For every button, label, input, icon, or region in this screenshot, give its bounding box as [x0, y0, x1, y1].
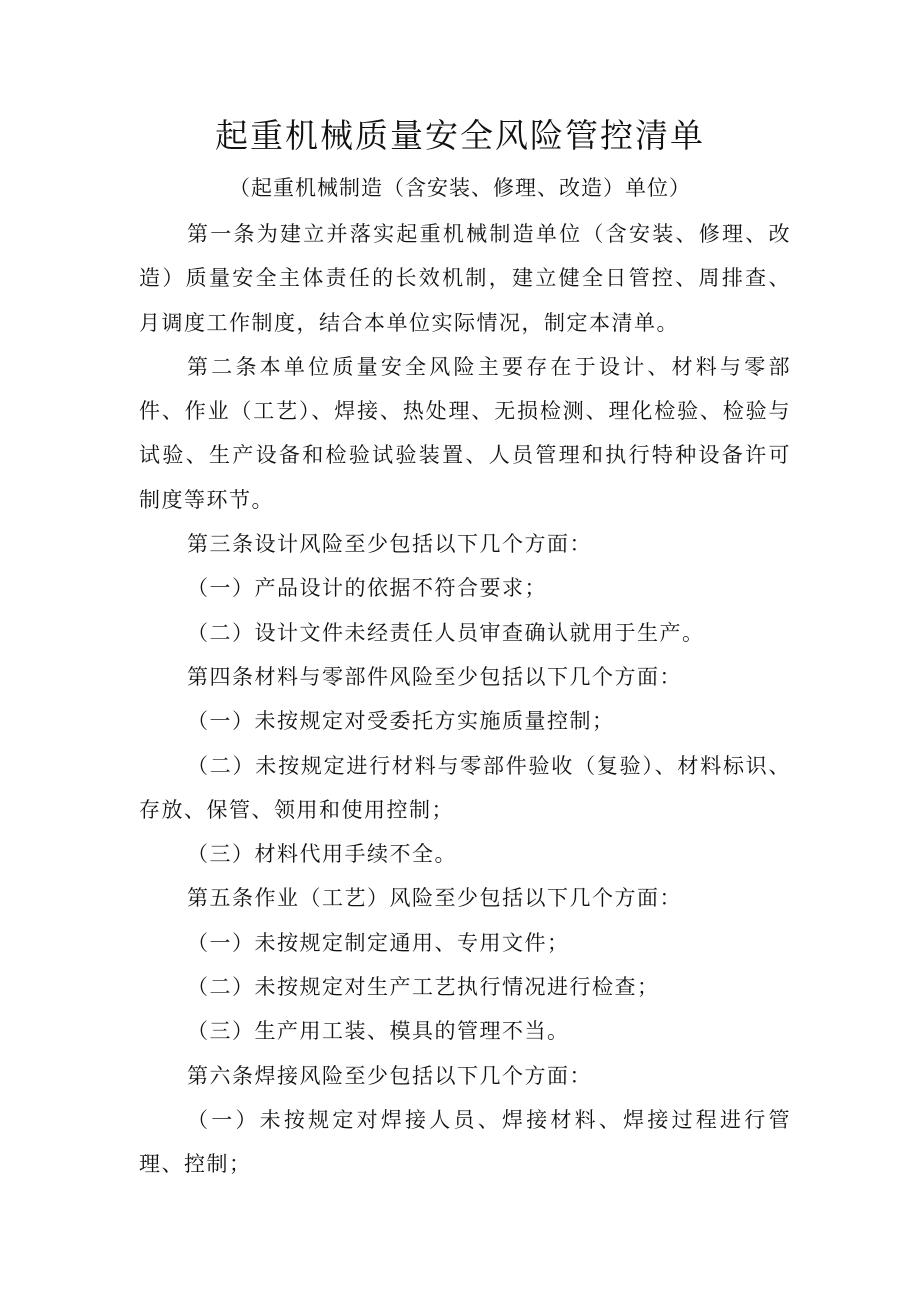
paragraph: （三）生产用工装、模具的管理不当。: [187, 1019, 570, 1044]
document-subtitle: （起重机械制造（含安装、修理、改造）单位）: [229, 176, 691, 200]
paragraph: 第二条本单位质量安全风险主要存在于设计、材料与零部件、作业（工艺）、焊接、热处理、无损检测、理化检验、检验与试验、生产设备和检验试验装置、人员管理和执行特种设备许可制度等环节。: [139, 354, 791, 512]
paragraph: 第六条焊接风险至少包括以下几个方面：: [187, 1063, 592, 1088]
paragraph: 第五条作业（工艺）风险至少包括以下几个方面：: [187, 886, 682, 911]
paragraph: （一）产品设计的依据不符合要求；: [187, 576, 547, 601]
document-title: 起重机械质量安全风险管控清单: [215, 116, 705, 155]
paragraph: （一）未按规定对焊接人员、焊接材料、焊接过程进行管理、控制；: [139, 1107, 791, 1177]
paragraph: 第四条材料与零部件风险至少包括以下几个方面：: [187, 664, 682, 689]
paragraph: （三）材料代用手续不全。: [187, 842, 457, 867]
paragraph: （二）未按规定对生产工艺执行情况进行检查；: [187, 975, 660, 1000]
paragraph: （二）设计文件未经责任人员审查确认就用于生产。: [187, 620, 705, 645]
document-body: [139, 212, 791, 1187]
paragraph: （一）未按规定制定通用、专用文件；: [187, 930, 570, 955]
paragraph: （二）未按规定进行材料与零部件验收（复验）、材料标识、存放、保管、领用和使用控制；: [139, 753, 791, 822]
paragraph: 第三条设计风险至少包括以下几个方面：: [187, 532, 592, 557]
paragraph: （一）未按规定对受委托方实施质量控制；: [187, 709, 615, 734]
paragraph: 第一条为建立并落实起重机械制造单位（含安装、修理、改造）质量安全主体责任的长效机制，建立健全日管控、周排查、月调度工作制度，结合本单位实际情况，制定本清单。: [139, 222, 791, 335]
